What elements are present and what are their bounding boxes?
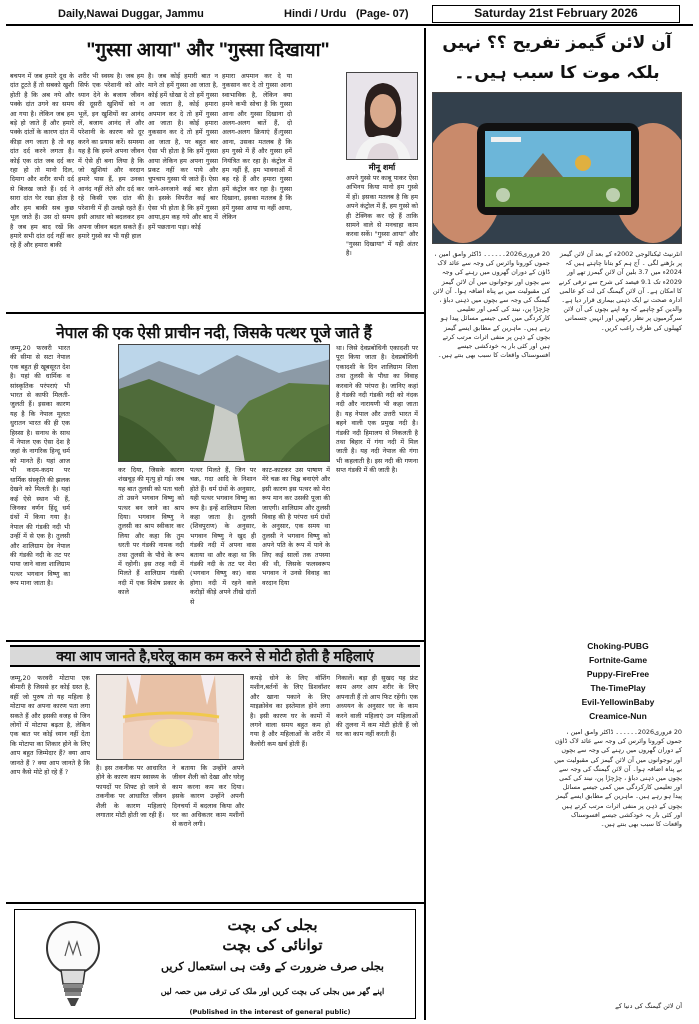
ad-headline-2: توانائی کی بچت [222, 936, 323, 954]
anger-article-col-2: शरीर भी स्वस्थ है। जब हम सिर्फ एक परेशानी को ओर ध्यान देने के बजाय जीवन की दूसरी खुशियों को न भूलें, इन खुशियों का आनंद लें, बजाय आनंद लें और परेशानी के कारण को दूर करने का प्रयास करें। समस्या यह है कि हमने अपना जीवन में ऐसे ही बना लिया है कि जो खुशियां और वरदान हमारे पास हैं, हम उनका आनंद नहीं लेते और दर्द कर रहे किसी एक दांत की परेशानी में ही उलझे रहते हैं। इसी आधार को बदलकर हम अपना जीवन बदल सकते हैं। हमारे गुस्से का भी यही हाल [78, 72, 144, 240]
river-article-col-right: था। जिसे देवप्रबोधिनी एकादशी पर पूरा किया जाता है। देवप्रबोधिनी एकादशी के दिन शालिग्राम शिला तथा तुलसी के पौधा का विवाह करवाने की परंपरा है। जानिए कहां है गंडकी नदी गंडकी नदी को नंदक नदी और नारायणी भी कहा जाता है। यह नेपाल और उत्तरी भारत में बहने वाली एक प्रमुख नदी है। गंडकी नदी हिमालय से निकलती है तथा बिहार में गंगा नदी में मिल जाती है। यह नदी नेपाल की गंगा भी कहलाती है। इस नदी की गणना सप्त गंडकी में की जाती है। [336, 344, 418, 475]
anger-article-col-3: है। जब कोई हमारी बात न माने तो हमें गुस्सा आ जाता है, कोई हमें धोखा दे तो हमें गुस्सा आ जाता है, कोई हमारा अपमान कर दे तो हमें गुस्सा आ जाता है। कोई हमारा नुकसान कर दे तो हमें गुस्सा आ जाता है, पर बहुत बार ऐसा भी होता है कि हमें गुस्सा आया लेकिन हम अपना गुस्सा प्रकट नहीं कर पाये और चुपचाप गुस्सा पी जाते हैं। ऐसा जाने-अनजाने कई बार होता है। इसके विपरीत कई बार ऐसा भी होता है कि हमें गुस्सा आया,हम कह गये और बाद में हमें पछताना पड़ा। कोई [148, 72, 218, 231]
housework-article-title: क्या आप जानते है,घरेलू काम कम करने से मोटी होती है महिलाएं [10, 645, 420, 667]
section-divider [6, 312, 424, 314]
anger-article-col-1: बचपन में जब हमारे दूध के दांत टूटते हैं तो सबको खुशी होती है कि अब नये और पक्के दांत उगने का समय आ गया है। लेकिन जब हम बड़े हो जाते हैं और हमारे पक्के दांतों के कारण दांत में कीड़ा लग जाता है तो वह दांत दर्द करने लगता है। कोई एक दांत जब दर्द कर रहा हो तो मानो दिल, दिमाग और शरीर सभी दर्द से बिलख जाते हैं। दर्द ने सारा दांत घेर रखा होता है और हम बाकी सब कुछ भूल जाते हैं। उस दो समय है जब हम बाद रखें कि हमारे सभी दांत दर्द नहीं कर रहे हैं और हमारा बाकी [10, 72, 74, 250]
game-name-5: Evil-YellowinBaby [581, 697, 655, 707]
section-divider [6, 640, 424, 642]
game-name-4: The-TimePlay [590, 683, 646, 693]
river-article-col-mid-1: कर दिया, जिसके कारण शंखचूड़ की मृत्यु हो गई। जब यह बात तुलसी को पता चली तो उसने भगवान विष्णु को पत्थर बन जाने का श्राप दिया। भगवान विष्णु ने तुलसी का श्राप स्वीकार कर लिया और कहा कि तुम धरती पर गंडकी नामक नदी तथा तुलसी के पौधे के रूप में रहोगी। इस तरह नदी में मिलते हैं शालिग्राम गंडकी नदी में एक विशेष प्रकार के काले [118, 466, 184, 597]
river-article-col-left: जम्मू,20 फरवरी भारत की सीमा से सटा नेपाल एक बहुत ही खूबसूरत देश है। यहां की धार्मिक व सांस्कृतिक परंपराएं भी भारत से काफी मिलती-जुलती हैं। इसका कारण यह है कि नेपाल मूलतः धुरातन भारत की ही एक हिस्सा है। सनाथ के साथ में नेपाल एक ऐसा देश है जहां के नागरिक हिन्दू धर्म को मानते हैं। यहां आज भी कदम-कदम पर धार्मिक संस्कृति की झलक देखने को मिलती है। यहां कई ऐसे स्थान भी हैं, जिनका वर्णन हिंदू धर्म ग्रंथों में किया गया है। नेपाल की गंडकी नदी भी उन्हीं में से एक है। तुलसी और शालिग्राम देव नेपाल की गंडकी नदी के तट पर पाया जाने वाला शालिग्राम पत्थर भगवान विष्णु का रूप माना जाता है। [10, 344, 70, 588]
light-bulb-icon [33, 914, 113, 1014]
language-label: Hindi / Urdu [284, 8, 347, 20]
ad-headline-1: بجلی کی بچت [227, 916, 318, 934]
game-name-3: Puppy-FireFree [586, 669, 650, 679]
games-article-col-right: انٹرنیٹ ٹیکنالوجی 2002ء کے بعد آن لائن گیمز پر بڑھنے لگی ۔ آج ہم کو بتانا چاہتے ہیں کہ 2024ء میں 3.7 بلین آن لائن گیمرز تھے اور 2029ء تک 9.1 فیصد کی شرح سے ترقی کرنے کا امکان ہے۔ آن لائن گیمنگ کی لت کو عالمی ادارہ صحت نے ایک ذہنی بیماری قرار دیا ہے۔ والدین کو چاہیے کہ وہ اپنے بچوں کی آن لائن سرگرمیوں پر نظر رکھیں اور انہیں جسمانی کھیلوں کی طرف راغب کریں۔ [558, 250, 682, 332]
publication-name: Daily,Nawai Duggar, Jammu [58, 8, 204, 20]
river-article-spacer-col [74, 344, 114, 462]
river-article-col-mid-3: काट-काटकर उस पाषाण में मेरे चक्र का चिह्न बनाएंगे और इसी कारण इस पत्थर को मेरा रूप मान कर उसकी पूजा की जाएगी। शालिग्राम और तुलसी विवाह की है परंपरा धर्म ग्रंथों के अनुसार, एक समय था तुलसी ने भगवान विष्णु को अपने पति के रूप में पाने के लिए कई सालों तक तपस्या की थी, जिसके फलस्वरूप भगवान ने उनसे विवाह का वरदान दिया [262, 466, 330, 587]
page-number: (Page- 07) [356, 8, 409, 20]
games-article-closing: آن لائن گیمنگ کی دنیا کے [615, 1002, 682, 1010]
ad-submessage: اپنے گھر میں بجلی کی بچت کریں اور ملک کی ترقی میں حصہ لیں [160, 986, 385, 996]
anger-article-col-5: अपने गुस्से पर काबू पाकर ऐसा अभिनय किया मानो हम गुस्से में हों। इसका मतलब है कि हम अपने कंट्रोल में हैं, हम गुस्से को ही टेक्निक कर रहे हैं ताकि सामने वाले से मनचाहा काम करवा सकें। "गुस्सा आया" और "गुस्सा दिखाया" में यही अंतर है। [346, 174, 418, 258]
housework-article-col-2: है। इस तकनीक पर आधारित होने के कारण काम स्वास्थ्य के फायदों पर शिफ्ट हो जाने से तकनीक पर आधारित जीवन शैली के कारण महिलाएं लगातार मोटी होती जा रही हैं। [96, 764, 166, 820]
anger-article-col-4: हमारा अपमान कर दे या नुकसान कर दे तो गुस्सा आना स्वाभाविक है, लेकिन क्या हमने कभी सोचा है कि गुस्सा आना और गुस्सा दिखाना दो अलग-अलग बातें हैं, दो अलग-अलग क्रियाएं हैं।गुस्सा आना, उसका मतलब है कि हम गुस्से में हैं और गुस्सा हमें नियंत्रित कर रहा है। कंट्रोल में हम नहीं हैं, हम भावनाओं में बह रहे हैं और हमारा गुस्सा हमें कंट्रोल कर रहा है। गुस्सा दिखाना, इसका मतलब है कि हमें गुस्सा आया या नहीं आया, लेकिन [222, 72, 292, 222]
game-name-2: Fortnite-Game [588, 655, 648, 665]
mobile-gaming-image [433, 93, 682, 244]
housework-photo [96, 674, 244, 760]
anger-article-title: "गुस्सा आया" और "गुस्सा दिखाया" [86, 40, 330, 61]
river-photo [118, 344, 330, 462]
river-article-col-mid-2: पत्थर मिलते हैं, जिन पर चक्र, गदा आदि के निशान होते हैं। धर्म ग्रंथों के अनुसार, यही पत्थर भगवान विष्णु का रूप है। इन्हें शालिग्राम शिला कहा जाता है। तुलसी (शिवपुराण) के अनुसार, भगवान विष्णु ने खुद ही गंडकी नदी में अपना वास बताया था और कहा था कि गंडकी नदी के तट पर मेरा (भगवान विष्णु का) वास होगा। नदी में रहने वाले करोड़ों कीड़े अपने तीखे दांतों से [190, 466, 256, 606]
masthead [6, 4, 693, 26]
games-article-title-1: آن لائن گیمز تفریح ؟؟ نہیں [442, 33, 672, 53]
author-portrait-image [347, 73, 418, 160]
games-article-col-right-cont: 20 فروری2026۔۔۔۔۔۔ ڈاکٹر وامق امین ، جموں کورونا وائرس کی وجہ سے عائد لاک ڈاؤن کے دوران گھروں میں رہنے کی وجہ سے بچوں اور نوجوانوں میں آن لائن گیمز کی مقبولیت میں بے پناہ اضافہ ہوا۔ آن لائن گیمنگ کی وجہ سے بچوں میں ذہنی دباؤ ، چڑچڑا پن، نیند کی کمی اور تعلیمی کارکردگی میں کمی جیسے مسائل پیدا ہو رہے ہیں۔ ماہرین کے مطابق ایسے گیمز بچوں کے ذہن پر منفی اثرات مرتب کرتے ہیں اور کئی بار یہ خودکشی جیسے افسوسناک واقعات کا سبب بھی بنتے ہیں۔ [554, 728, 682, 829]
author-photo [346, 72, 418, 160]
game-name-1: Choking-PUBG [587, 641, 649, 651]
housework-article-col-3: ने बताया कि उन्होंने अपने जीवन शैली को देखा और घरेलू काम करना कम कर दिया। इसके कारण उन्होंने अपनी दिनचर्या में बदलाव किया और घर का अधिकतर काम मशीनों से कराने लगी। [172, 764, 244, 829]
ad-message: بجلی صرف ضرورت کے وقت ہی استعمال کریں [161, 960, 384, 973]
electricity-saving-advertisement [14, 909, 416, 1019]
section-divider [6, 902, 424, 904]
ad-public-interest-note: (Published in the interest of general public) [189, 1008, 351, 1016]
games-article-col-left: 20 فروری2026۔۔۔۔۔۔ ڈاکٹر وامق امین ، جموں کورونا وائرس کی وجہ سے عائد لاک ڈاؤن کے دوران گھروں میں رہنے کی وجہ سے بچوں اور نوجوانوں میں آن لائن گیمز کی مقبولیت میں بے پناہ اضافہ ہوا۔ آن لائن گیمنگ کی وجہ سے بچوں میں ذہنی دباؤ ، چڑچڑا پن، نیند کی کمی اور تعلیمی کارکردگی میں کمی جیسے مسائل پیدا ہو رہے ہیں۔ ماہرین کے مطابق ایسے گیمز بچوں کے ذہن پر منفی اثرات مرتب کرتے ہیں اور کئی بار یہ خودکشی جیسے افسوسناک واقعات کا سبب بھی بنتے ہیں۔ [432, 250, 550, 360]
games-article-title-2: بلکہ موت کا سبب ہیں۔۔ [454, 63, 660, 83]
column-divider [424, 28, 426, 1020]
river-article-title: नेपाल की एक ऐसी प्राचीन नदी, जिसके पत्थर पूजे जाते हैं [56, 325, 372, 342]
housework-article-col-5: निकालें। बड़ा ही सुखद यह फ्रंट काम अगर आप शरीर के लिए अपनाती हैं तो आप फिट रहेंगी। एक अध्ययन के अनुसार घर के काम करने वाली महिलाएं उन महिलाओं की तुलना में कम मोटी होती हैं जो घर का काम नहीं करती हैं। [336, 674, 418, 739]
gamer-photo [432, 92, 682, 244]
gandaki-river-image [119, 345, 330, 462]
housework-article-col-4: कपड़े धोने के लिए वॉशिंग मशीन,बर्तनों के लिए डिशवॉशर और खाना पकाने के लिए माइक्रोवेव का इस्तेमाल होने लगा है। इसी कारण घर के कामों में लगने वाला समय बहुत कम हो गया है और महिलाओं के शरीर में कैलोरी कम खर्च होती हैं। [250, 674, 330, 748]
newspaper-page [6, 4, 693, 1020]
issue-date: Saturday 21st February 2026 [432, 5, 680, 23]
housework-article-col-1: जम्मू,20 फरवरी मोटापा एक बीमारी है जिससे हर कोई ग्रस्त है, वहीं जो पुरुष तो यह महिला है मोटापा का अपना कारण पता लगा सकते हैं और इसकी वजह से जिन लोगों में मोटापा बढ़ता है, लेकिन एक बात पर कोई ध्यान नहीं देता कि मोटापा का शिकार होने के लिए आप बहुत जिम्मेदार हैं? क्या आप जानते हैं ? क्या आप जानते है कि आप कैसे मोटे हो रहे हैं ? [10, 674, 90, 777]
author-name: मीनू शर्मा [368, 163, 396, 172]
game-name-6: Creamice-Nun [589, 711, 647, 721]
belly-measuring-image [97, 675, 244, 760]
